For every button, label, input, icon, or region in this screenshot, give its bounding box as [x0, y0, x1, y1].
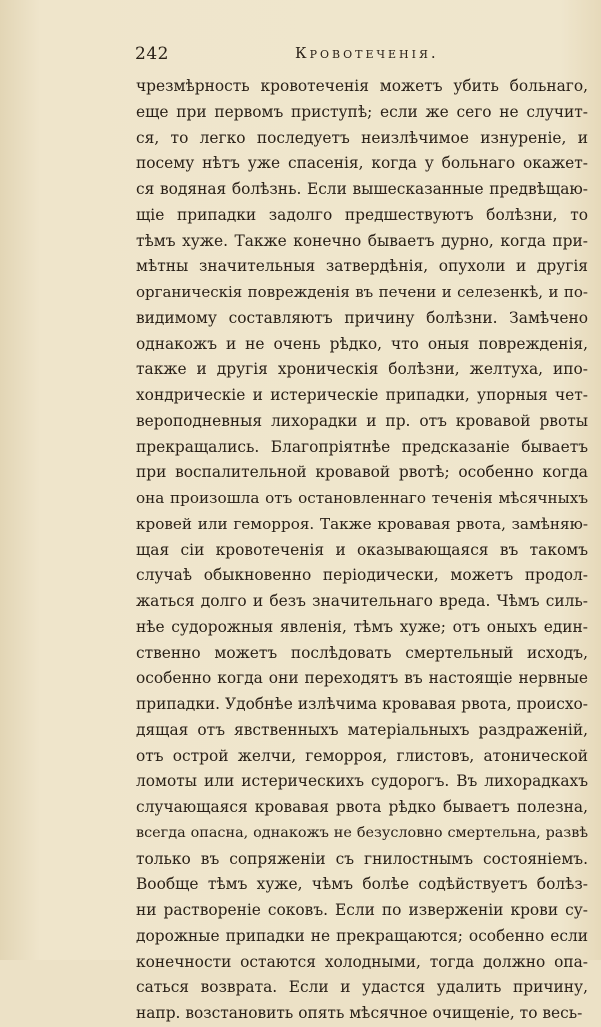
- text-line: хондрическіе и истерическіе припадки, упорныя чет-: [136, 386, 588, 404]
- text-line: жаться долго и безъ значительнаго вреда. Чѣмъ силь-: [136, 592, 588, 610]
- page-number: 242: [135, 44, 169, 64]
- text-line: она произошла отъ остановленнаго теченія мѣсячныхъ: [136, 489, 588, 507]
- text-line: прекращались. Благопріятнѣе предсказаніе бываетъ: [136, 437, 588, 456]
- text-line: напр. возстановить опять мѣсячное очищеніе, то весь-: [136, 1004, 583, 1022]
- text-line: отъ острой желчи, геморроя, глистовъ, атонической: [136, 746, 588, 765]
- text-line: дящая отъ явственныхъ матеріальныхъ раздраженій,: [136, 720, 588, 739]
- text-line: еще при первомъ приступѣ; если же сего не случит-: [136, 102, 588, 121]
- text-line: щіе припадки задолго предшествуютъ болѣзни, то: [136, 205, 588, 224]
- text-line: посему нѣтъ уже спасенія, когда у больнаго окажет-: [136, 154, 588, 173]
- text-line: припадки. Удобнѣе излѣчима кровавая рвота, происхо-: [136, 695, 588, 713]
- text-line: ся водяная болѣзнь. Если вышесказанные предвѣщаю-: [136, 180, 588, 198]
- text-line: ни раствореніе соковъ. Если по изверженіи крови су-: [136, 901, 588, 919]
- text-line: щая сіи кровотеченія и оказывающаяся въ такомъ: [136, 540, 588, 559]
- page-header: [135, 44, 580, 68]
- body-text: [136, 74, 588, 1027]
- text-line: чрезмѣрность кровотеченія можетъ убить больнаго,: [136, 77, 588, 95]
- text-line: при воспалительной кровавой рвотѣ; особенно когда: [136, 463, 588, 482]
- text-line: ломоты или истерическихъ судорогъ. Въ лихорадкахъ: [136, 772, 588, 791]
- text-line: ственно можетъ послѣдовать смертельный исходъ,: [136, 643, 588, 662]
- text-line: видимому составляютъ причину болѣзни. Замѣчено: [136, 308, 588, 327]
- text-line: только въ сопряженіи съ гнилостнымъ состояніемъ.: [136, 849, 588, 868]
- text-line: однакожъ и не очень рѣдко, что оныя поврежденія,: [136, 334, 588, 353]
- text-line: мѣтны значительныя затвердѣнія, опухоли и другія: [136, 257, 588, 276]
- text-line: тѣмъ хуже. Также конечно бываетъ дурно, когда при-: [136, 231, 588, 250]
- running-head: Кровотеченія.: [295, 44, 439, 62]
- text-line: дорожные припадки не прекращаются; особенно если: [136, 926, 588, 945]
- text-line: также и другія хроническія болѣзни, желтуха, ипо-: [136, 360, 588, 379]
- text-line: особенно когда они переходятъ въ настоящіе нервные: [136, 669, 588, 688]
- text-line: Вообще тѣмъ хуже, чѣмъ болѣе содѣйствуетъ болѣз-: [136, 875, 588, 894]
- text-line: органическія поврежденія въ печени и селезенкѣ, и по-: [136, 283, 588, 301]
- text-line: всегда опасна, однакожъ не безусловно смертельна, развѣ: [136, 824, 588, 841]
- text-line: случающаяся кровавая рвота рѣдко бываетъ полезна,: [136, 798, 588, 816]
- text-line: кровей или геморроя. Также кровавая рвота, замѣняю-: [136, 514, 588, 533]
- text-line: ся, то легко последуетъ неизлѣчимое изнуреніе, и: [136, 128, 588, 147]
- text-line: случаѣ обыкновенно періодически, можетъ продол-: [136, 566, 588, 585]
- text-line: саться возврата. Если и удастся удалить причину,: [136, 978, 588, 997]
- text-line: нѣе судорожныя явленія, тѣмъ хуже; отъ оныхъ един-: [136, 617, 588, 636]
- text-line: вероподневныя лихорадки и пр. отъ кровавой рвоты: [136, 411, 588, 430]
- text-line: конечности остаются холодными, тогда должно опа-: [136, 952, 588, 971]
